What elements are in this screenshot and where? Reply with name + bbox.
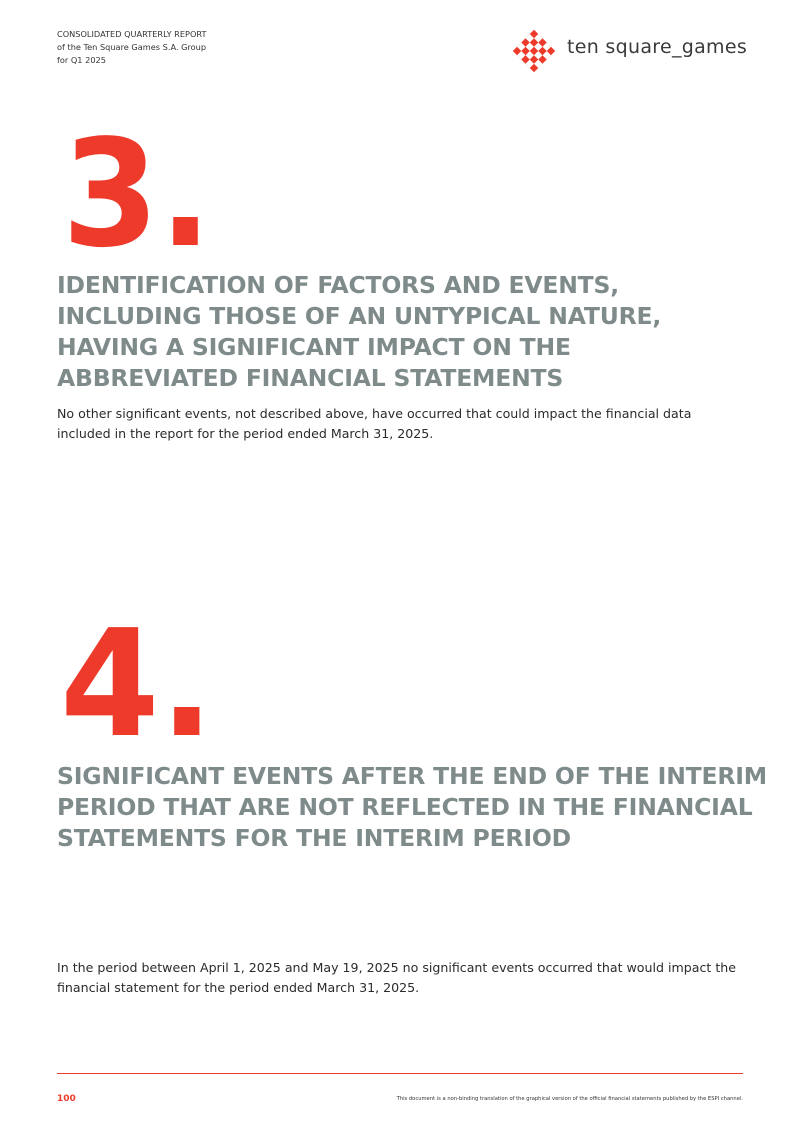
section-3-number-text: 3. [62,131,212,249]
section-3-title-line: IDENTIFICATION OF FACTORS AND EVENTS, [57,271,619,299]
header-line-3: for Q1 2025 [57,55,106,65]
footer-divider [57,1073,743,1074]
logo-wordmark: ten square_games [567,36,748,58]
section-4-title-line: STATEMENTS FOR THE INTERIM PERIOD [57,824,571,852]
section-3-title-line: INCLUDING THOSE OF AN UNTYPICAL NATURE, [57,302,662,330]
footer-disclaimer: This document is a non-binding translation of the graphical version of the official financial statements published by the ESPI channel. [396,1096,743,1102]
section-4-number-text: 4. [60,621,214,739]
page-number: 100 [57,1094,76,1104]
section-3-number [62,131,214,249]
section-4-title-line: SIGNIFICANT EVENTS AFTER THE END OF THE INTERIM [57,762,767,790]
checker-diamond-logo-icon [511,28,557,74]
company-logo [511,28,751,74]
section-3-title-line: HAVING A SIGNIFICANT IMPACT ON THE [57,333,571,361]
header-line-1: CONSOLIDATED QUARTERLY REPORT [57,29,207,39]
header-line-2: of the Ten Square Games S.A. Group [57,42,207,52]
section-3-title [57,270,661,394]
report-header [57,28,207,67]
section-3-body: No other significant events, not described above, have occurred that could impact the financial data included in the report for the period ended March 31, 2025. [57,406,692,441]
section-4-title [57,761,767,854]
section-4-body: In the period between April 1, 2025 and May 19, 2025 no significant events occurred that would impact the financial statement for the period ended March 31, 2025. [57,960,736,995]
section-4-title-line: PERIOD THAT ARE NOT REFLECTED IN THE FINANCIAL [57,793,753,821]
section-3-title-line: ABBREVIATED FINANCIAL STATEMENTS [57,364,564,392]
section-4-number [60,621,216,739]
